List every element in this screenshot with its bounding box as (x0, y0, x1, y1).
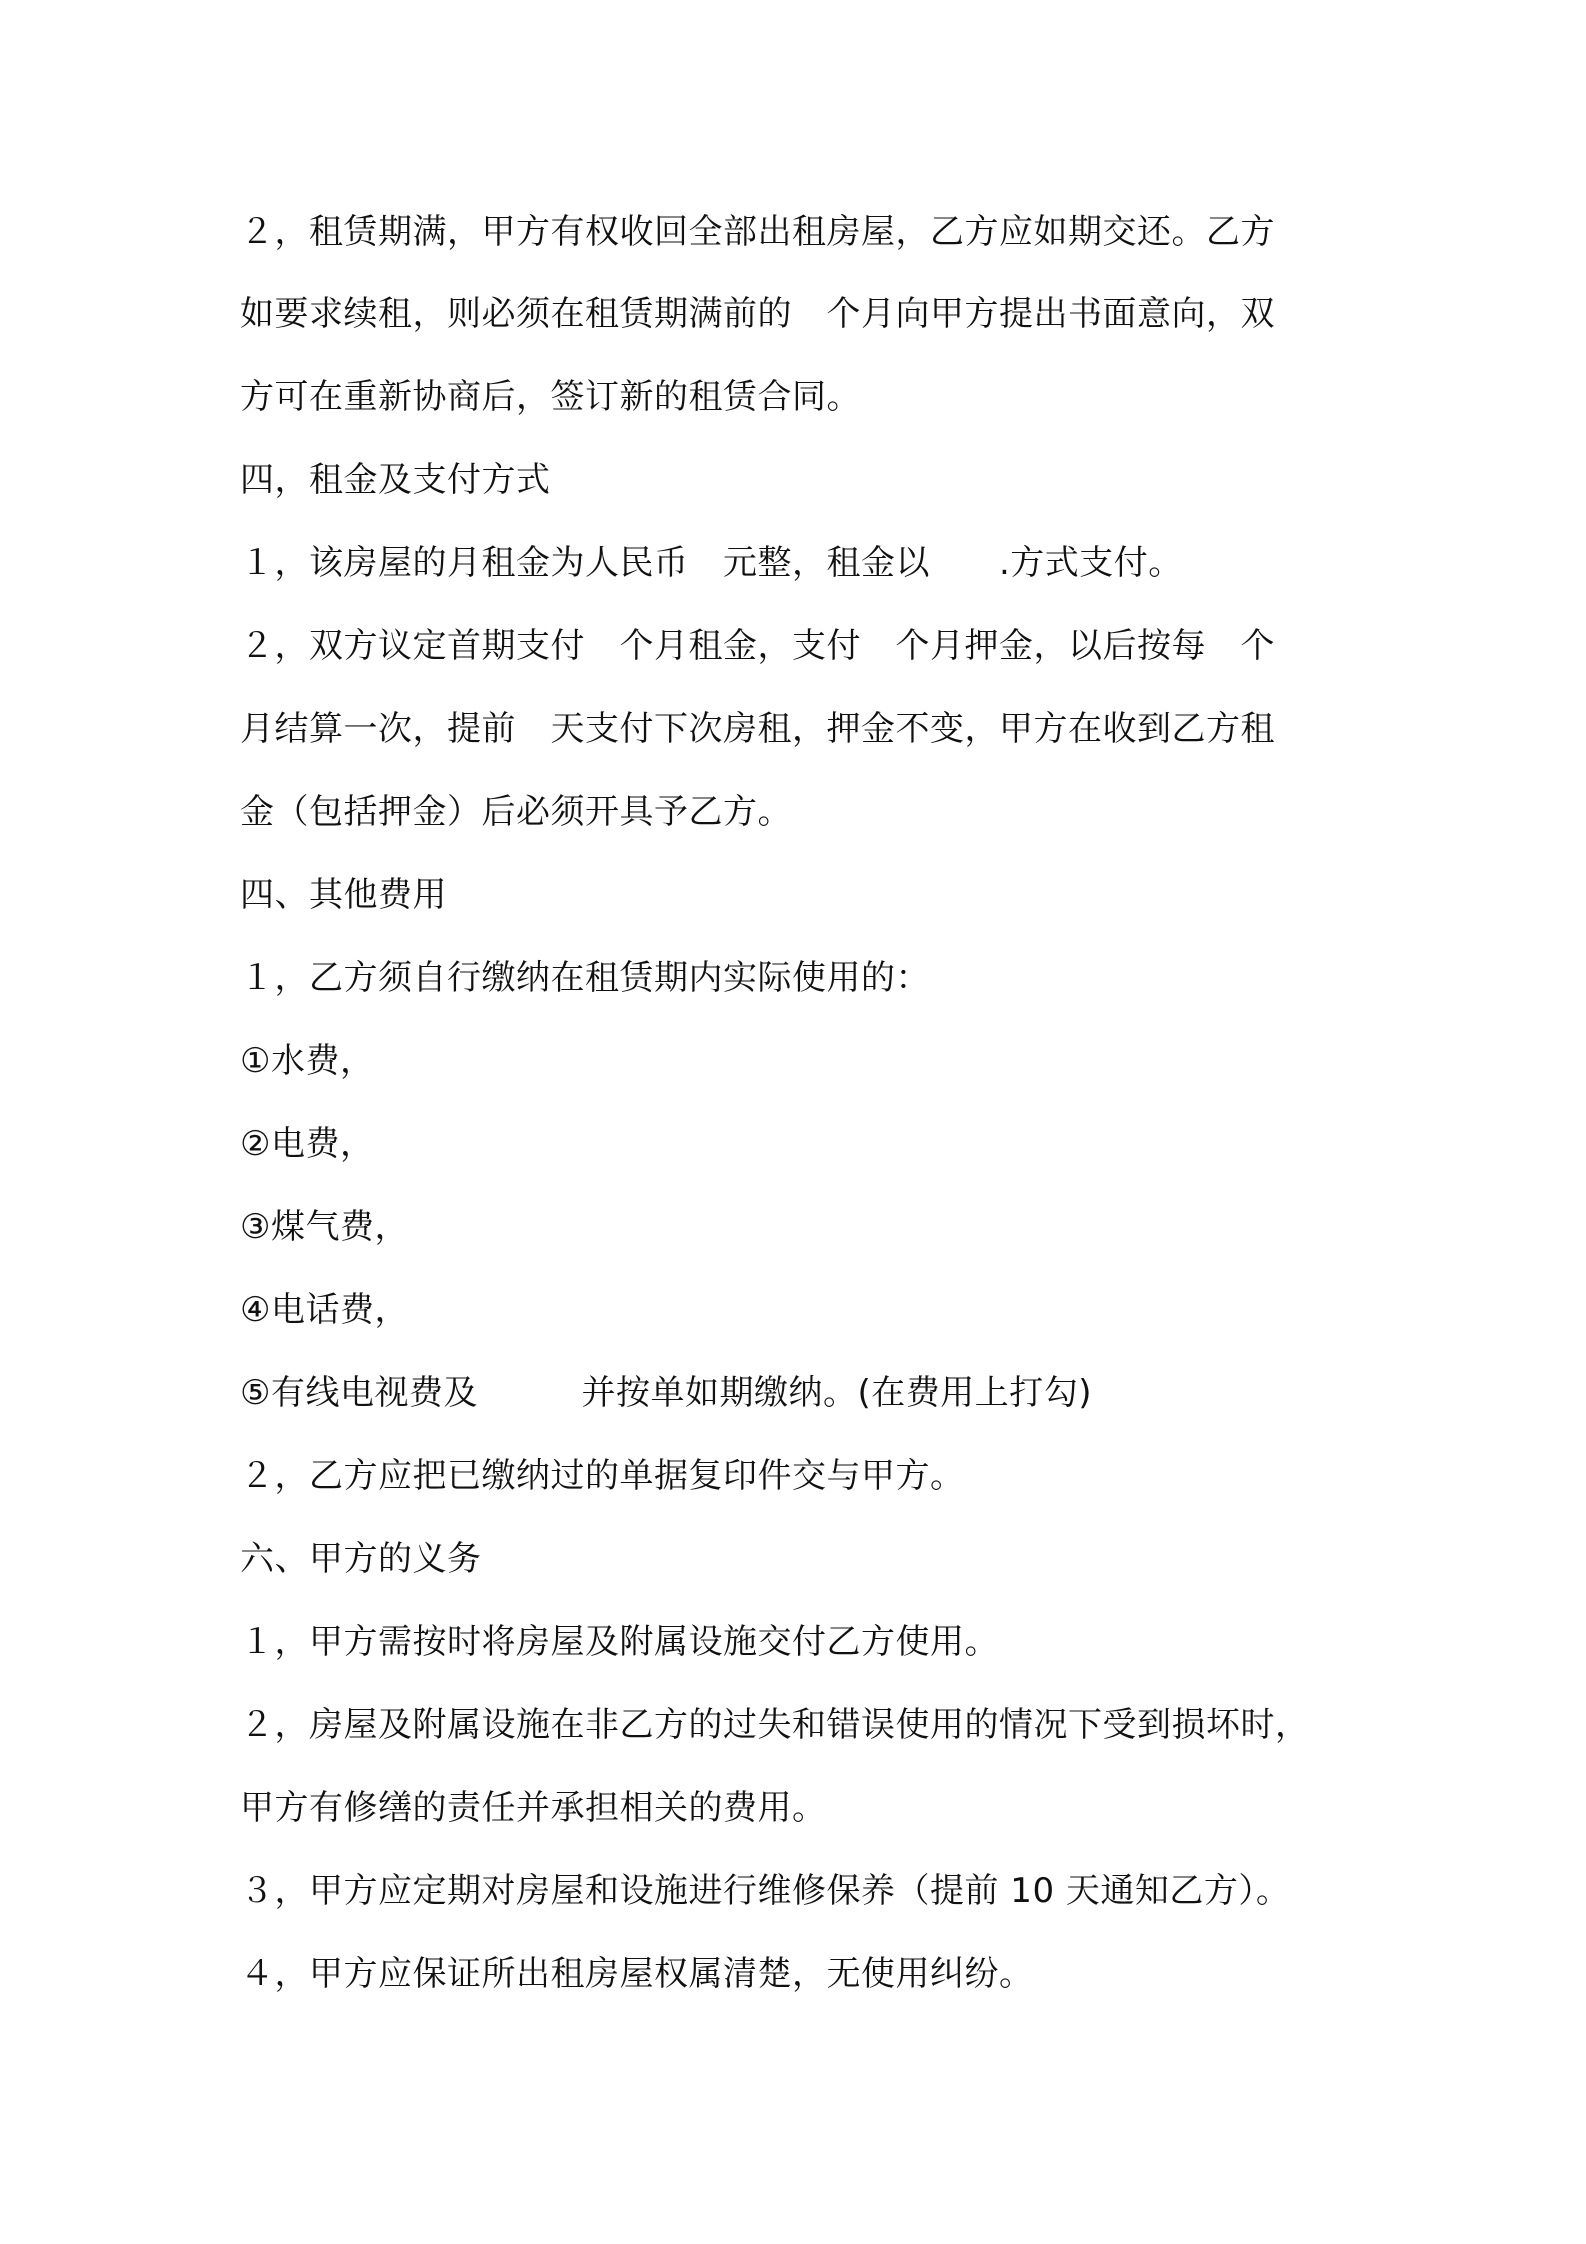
text-line-6: ２，双方议定首期支付 个月租金，支付 个月押金，以后按每 个 (240, 626, 1275, 666)
text-line-20: 甲方有修缮的责任并承担相关的费用。 (240, 1788, 827, 1828)
section-heading-landlord-duties: 六、甲方的义务 (240, 1539, 482, 1579)
section-heading-rent: 四，租金及支付方式 (240, 460, 551, 500)
text-line-21: ３，甲方应定期对房屋和设施进行维修保养（提前 10 天通知乙方）。 (240, 1871, 1291, 1911)
fee-item-gas: ③煤气费， (240, 1207, 409, 1247)
text-line-8: 金（包括押金）后必须开具予乙方。 (240, 792, 792, 832)
fee-item-cable-tv: ⑤有线电视费及 并按单如期缴纳。(在费用上打勾) (240, 1373, 1093, 1413)
text-line-7: 月结算一次，提前 天支付下次房租，押金不变，甲方在收到乙方租 (240, 709, 1275, 749)
fee-item-water: ①水费， (240, 1041, 375, 1081)
text-line-19: ２，房屋及附属设施在非乙方的过失和错误使用的情况下受到损坏时， (240, 1705, 1310, 1745)
text-line-1: ２，租赁期满，甲方有权收回全部出租房屋，乙方应如期交还。乙方 (240, 212, 1275, 252)
section-heading-other-fees: 四、其他费用 (240, 875, 447, 915)
text-line-3: 方可在重新协商后，签订新的租赁合同。 (240, 377, 861, 417)
text-line-10: １，乙方须自行缴纳在租赁期内实际使用的： (240, 958, 930, 998)
text-line-2: 如要求续租，则必须在租赁期满前的 个月向甲方提出书面意向，双 (240, 294, 1275, 334)
text-line-18: １，甲方需按时将房屋及附属设施交付乙方使用。 (240, 1622, 999, 1662)
text-line-5: １，该房屋的月租金为人民币 元整，租金以 .方式支付。 (240, 543, 1183, 583)
fee-item-phone: ④电话费， (240, 1290, 409, 1330)
text-line-22: ４，甲方应保证所出租房屋权属清楚，无使用纠纷。 (240, 1954, 1034, 1994)
text-line-16: ２，乙方应把已缴纳过的单据复印件交与甲方。 (240, 1456, 965, 1496)
fee-item-electric: ②电费， (240, 1124, 375, 1164)
